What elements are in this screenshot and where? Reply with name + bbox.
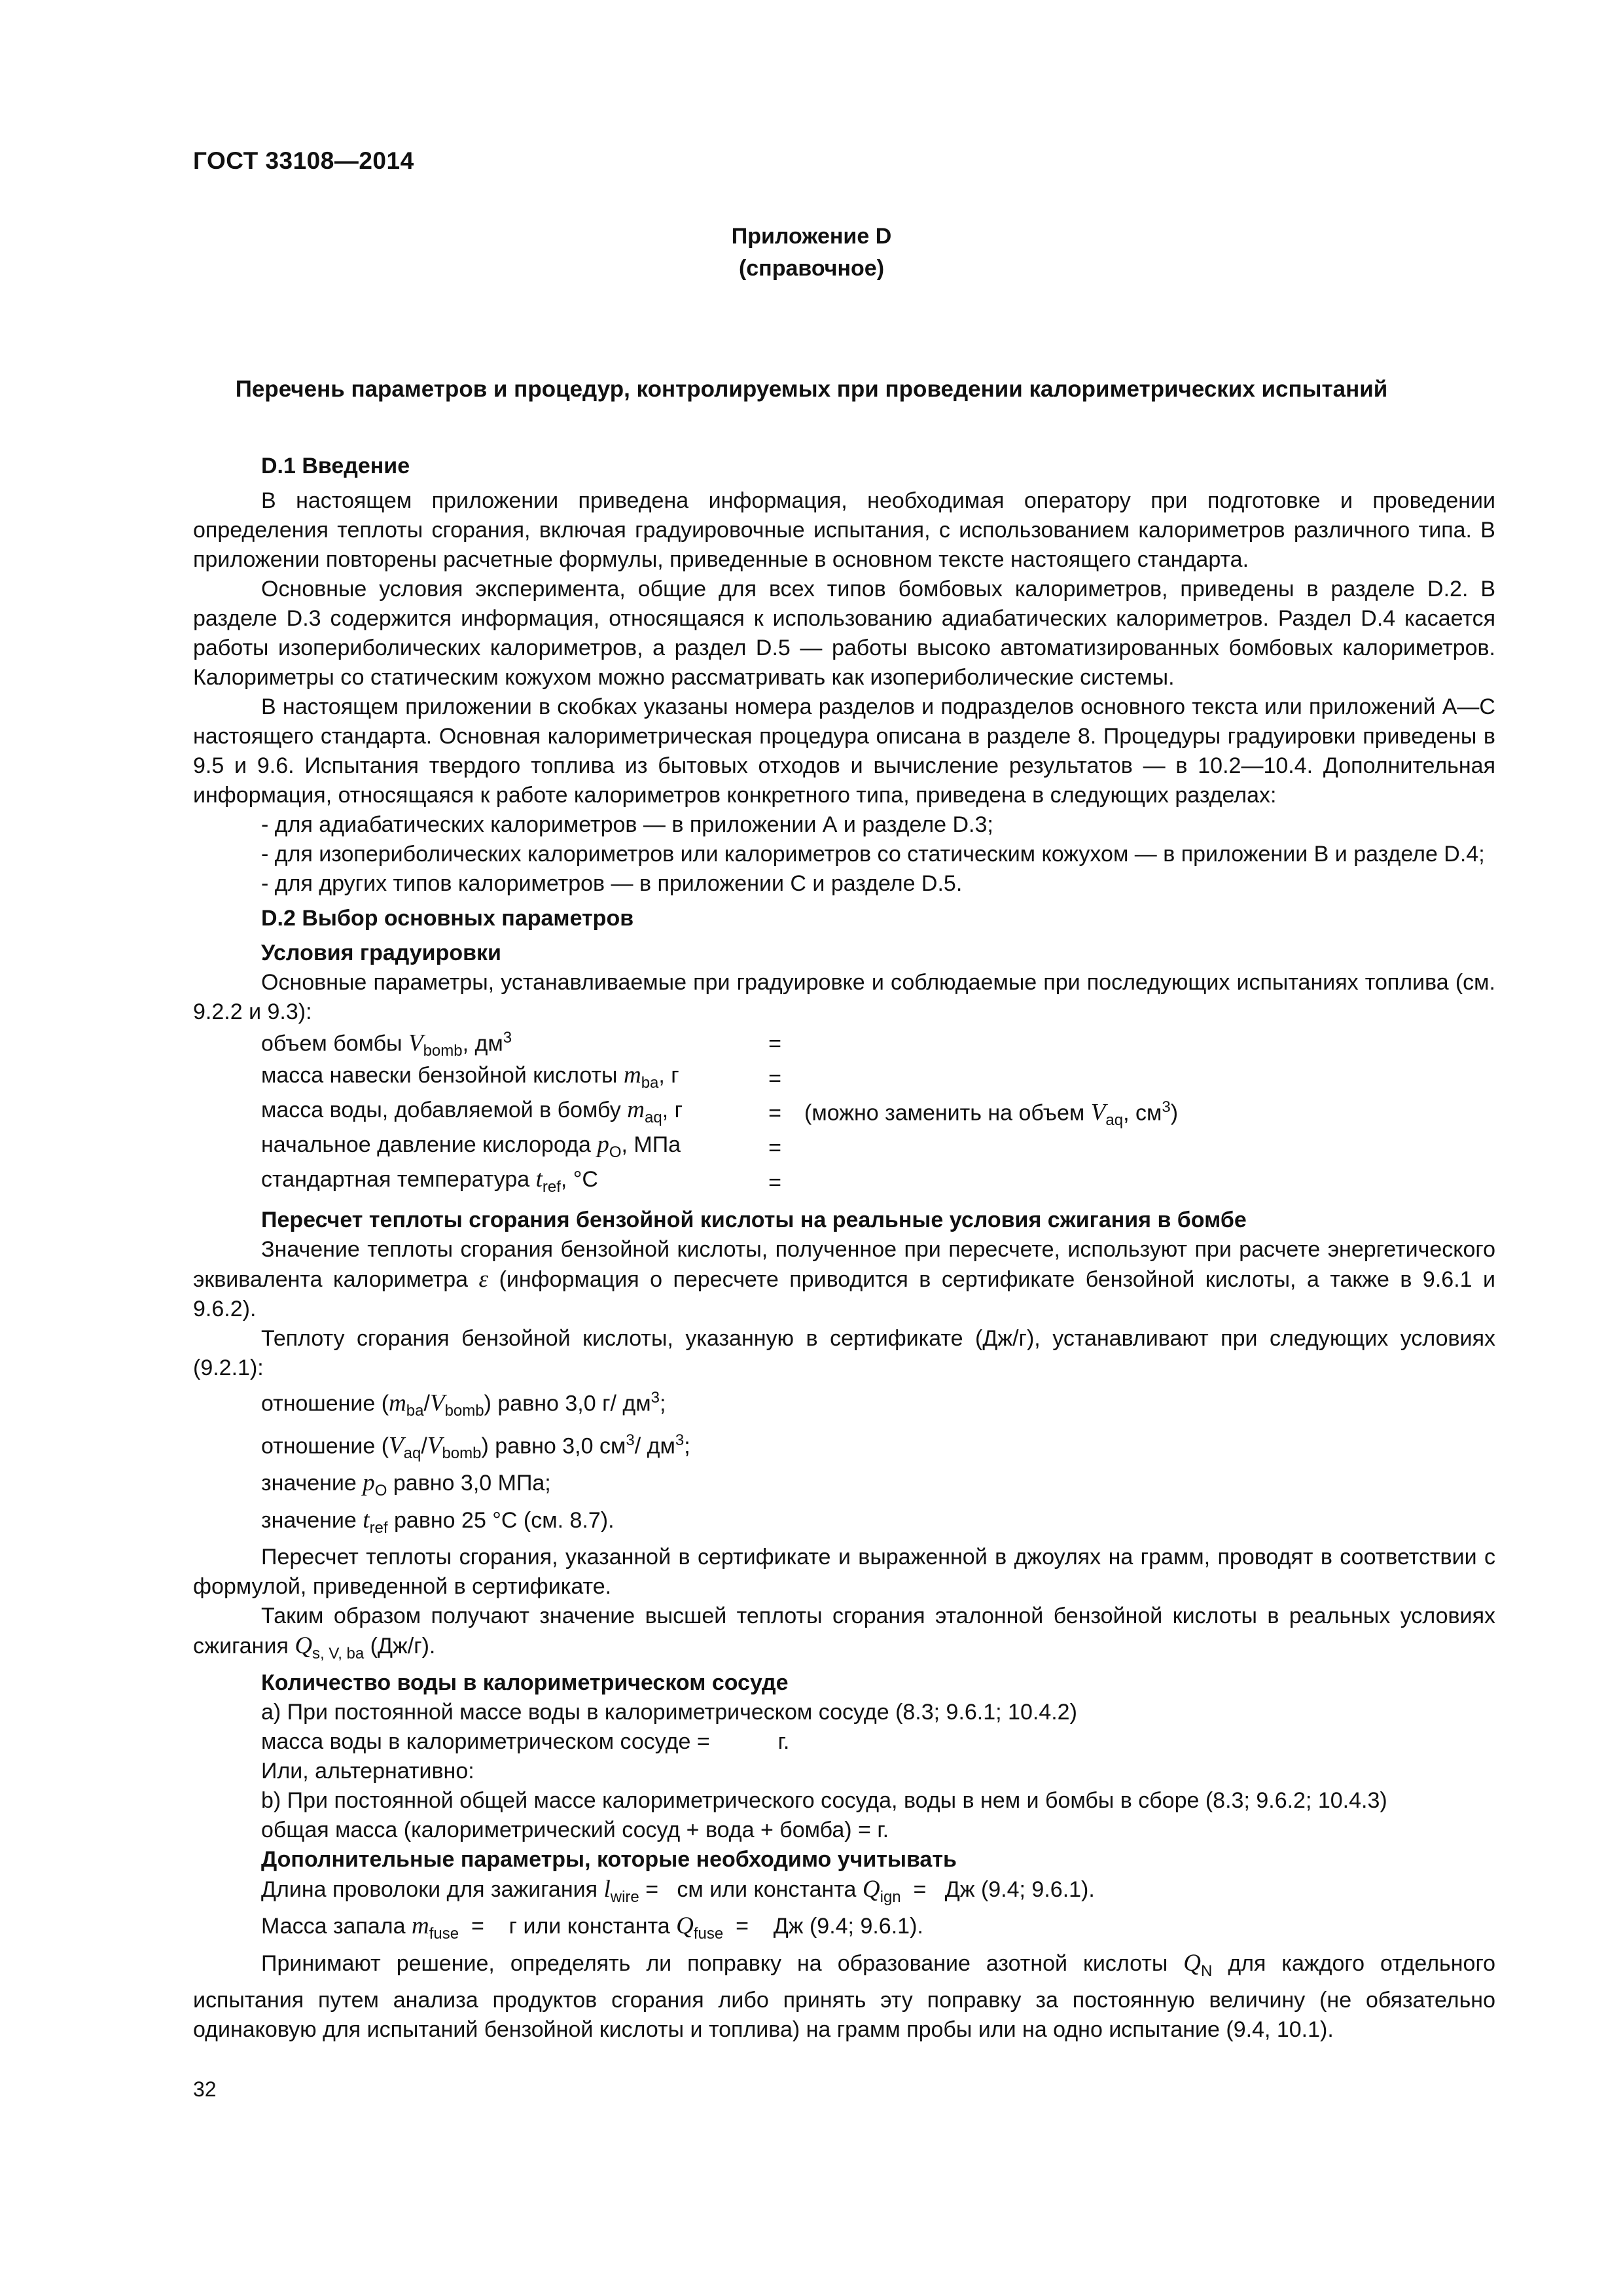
paragraph: В настоящем приложении в скобках указаны номера разделов и подразделов основного текста или приложений А—С настоящего стандарта. Основная калориметрическая процедура описана в разделе 8. Процедуры градуировки приведены в 9.5 и 9.6. Испытания твердого топлива из бытовых отходов и вычисление результатов — в 10.2—10.4. Дополнительная информация, относящаяся к работе калориметров конкретного типа, приведена в следующих разделах: bbox=[193, 694, 1495, 808]
parameter-list bbox=[193, 1027, 1495, 1200]
condition-line: значение $p_O$ равно 3,0 МПа; bbox=[261, 1469, 551, 1500]
paragraph: b) При постоянной общей массе калориметрического сосуда, воды в нем и бомбы в сборе (8.3; 9.6.2; 10.4.3) bbox=[261, 1787, 1387, 1813]
parameter-note: (можно заменить на объем $V_{aq}$, $см^3$) bbox=[804, 1098, 1179, 1130]
paragraph: Масса запала $m_{fuse}$ = г или константа $Q_{fuse}$ = Дж (9.4; 9.6.1). bbox=[261, 1912, 923, 1943]
paragraph: Пересчет теплоты сгорания, указанной в сертификате и выраженной в джоулях на грамм, проводят в соответствии с формулой, приведенной в сертификате. bbox=[193, 1544, 1495, 1599]
section-d1-heading: D.1 Введение bbox=[261, 454, 410, 478]
equals-sign: = bbox=[768, 1031, 781, 1056]
extra-params-heading: Дополнительные параметры, которые необходимо учитывать bbox=[261, 1846, 957, 1872]
list-item: - для адиабатических калориметров — в приложении А и разделе D.3; bbox=[261, 812, 993, 837]
paragraph: Теплоту сгорания бензойной кислоты, указанную в сертификате (Дж/г), устанавливают при следующих условиях (9.2.1): bbox=[193, 1326, 1495, 1380]
parameter-row bbox=[261, 1166, 1495, 1200]
paragraph: Основные параметры, устанавливаемые при градуировке и соблюдаемые при последующих испытаниях топлива (см. 9.2.2 и 9.3): bbox=[193, 970, 1495, 1024]
standard-id: ГОСТ 33108—2014 bbox=[193, 147, 414, 174]
paragraph: а) При постоянной массе воды в калориметрическом сосуде (8.3; 9.6.1; 10.4.2) bbox=[261, 1699, 1077, 1725]
parameter-label: начальное давление кислорода $p_O$, МПа bbox=[261, 1131, 681, 1161]
paragraph: масса воды в калориметрическом сосуде = г. bbox=[261, 1729, 790, 1754]
paragraph: Основные условия эксперимента, общие для всех типов бомбовых калориметров, приведены в разделе D.2. В разделе D.3 содержится информация, относящаяся к использованию адиабатических калориметров. Раздел D.4 касается работы изопериболических калориметров, а раздел D.5 — работы высоко автоматизированных бомбовых калориметров. Калориметры со статическим кожухом можно рассматривать как изопериболические системы. bbox=[193, 577, 1495, 690]
parameter-label: объем бомбы $V_{bomb}$, $дм^3$ bbox=[261, 1028, 512, 1060]
annex-label: Приложение D bbox=[731, 224, 892, 249]
parameter-row bbox=[261, 1062, 1495, 1096]
parameter-label: масса воды, добавляемой в бомбу $m_{aq}$, г bbox=[261, 1096, 683, 1126]
condition-line: значение $t_{ref}$ равно 25 °C (см. 8.7). bbox=[261, 1507, 615, 1537]
paragraph: В настоящем приложении приведена информация, необходимая оператору при подготовке и проведении определения теплоты сгорания, включая градуировочные испытания, с использованием калориметров различного типа. В приложении повторены расчетные формулы, приведенные в основном тексте настоящего стандарта. bbox=[193, 488, 1495, 572]
section-d2-heading: D.2 Выбор основных параметров bbox=[261, 906, 634, 931]
equals-sign: = bbox=[768, 1170, 781, 1195]
document-body bbox=[193, 452, 1495, 2045]
parameter-label: стандартная температура $t_{ref}$, °C bbox=[261, 1166, 598, 1196]
paragraph: Таким образом получают значение высшей теплоты сгорания эталонной бензойной кислоты в реальных условиях сжигания $Q_{s, V, ba}$ (Дж/г). bbox=[193, 1603, 1495, 1662]
condition-line: отношение $(V_{aq}/V_{bomb})$ равно 3,0 $см^3/$ $дм^3$; bbox=[261, 1431, 690, 1463]
water-heading: Количество воды в калориметрическом сосуде bbox=[261, 1670, 789, 1695]
list-item: - для изопериболических калориметров или калориметров со статическим кожухом — в приложении В и разделе D.4; bbox=[261, 842, 1485, 867]
equals-sign: = bbox=[768, 1136, 781, 1160]
paragraph: Или, альтернативно: bbox=[261, 1758, 474, 1784]
paragraph: общая масса (калориметрический сосуд + вода + бомба) = г. bbox=[261, 1817, 889, 1842]
parameter-label: масса навески бензойной кислоты $m_{ba}$, г bbox=[261, 1062, 679, 1092]
page-number: 32 bbox=[193, 2077, 217, 2101]
paragraph: Длина проволоки для зажигания $l_{wire}$ = см или константа $Q_{ign}$ = Дж (9.4; 9.6.1). bbox=[261, 1875, 1095, 1906]
calibration-heading: Условия градуировки bbox=[261, 941, 501, 965]
equals-sign: = bbox=[768, 1101, 781, 1126]
list-item: - для других типов калориметров — в приложении С и разделе D.5. bbox=[261, 871, 963, 896]
document-title: Перечень параметров и процедур, контролируемых при проведении калориметрических испытаний bbox=[235, 376, 1388, 402]
equals-sign: = bbox=[768, 1066, 781, 1091]
recalc-heading: Пересчет теплоты сгорания бензойной кислоты на реальные условия сжигания в бомбе bbox=[261, 1208, 1247, 1232]
paragraph: Принимают решение, определять ли поправку на образование азотной кислоты $Q_N$ для каждого отдельного испытания путем анализа продуктов сгорания либо принять эту поправку за постоянную величину (не обязательно одинаковую для испытаний бензойной кислоты и топлива) на грамм пробы или на одно испытание (9.4, 10.1). bbox=[193, 1950, 1496, 2043]
paragraph: Значение теплоты сгорания бензойной кислоты, полученное при пересчете, используют при расчете энергетического эквивалента калориметра ε (информация о пересчете приводится в сертификате бензойной кислоты, а также в 9.6.1 и 9.6.2). bbox=[193, 1237, 1495, 1321]
condition-line: отношение $(m_{ba}/V_{bomb})$ равно 3,0 г/ $дм^3$; bbox=[261, 1389, 666, 1420]
annex-type: (справочное) bbox=[738, 256, 885, 281]
parameter-row bbox=[261, 1131, 1495, 1166]
parameter-row bbox=[261, 1096, 1495, 1131]
parameter-row bbox=[261, 1027, 1495, 1062]
